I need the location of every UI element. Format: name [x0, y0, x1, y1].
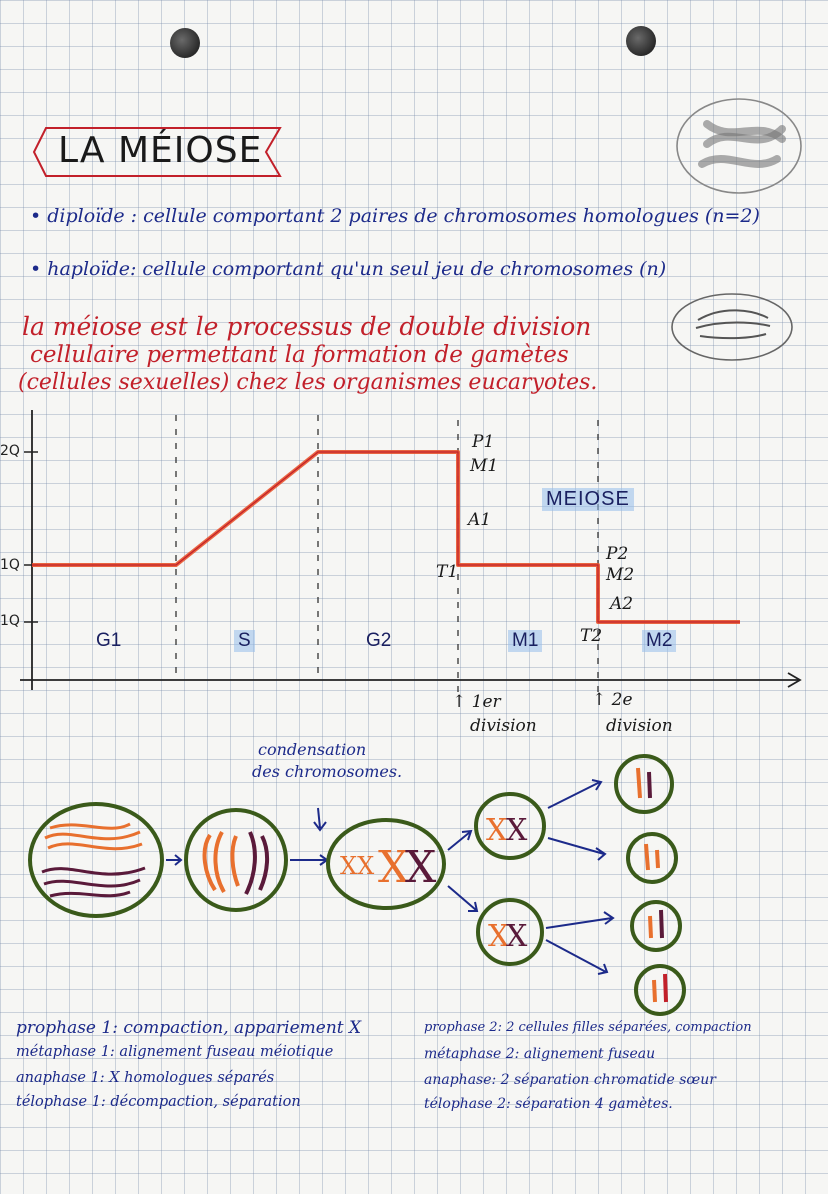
svg-text:X: X — [405, 842, 437, 893]
summary-anaphase-1: anaphase 1: X homologues séparés — [16, 1070, 275, 1086]
svg-text:X: X — [378, 842, 410, 893]
punch-hole-right — [626, 26, 656, 56]
phase-m2: M2 — [642, 630, 676, 652]
phase-s: S — [234, 630, 255, 652]
condensation-label: condensation — [258, 740, 367, 759]
summary-prophase-1: prophase 1: compaction, appariement X — [16, 1018, 362, 1038]
svg-text:X: X — [486, 813, 508, 848]
svg-text:X: X — [506, 813, 528, 848]
meiosis-definition-line-1: la méiose est le processus de double division — [22, 312, 592, 341]
svg-text:XX: XX — [340, 852, 375, 880]
meiose-label: MEIOSE — [542, 488, 634, 511]
phase-g1: G1 — [96, 630, 122, 651]
definition-diploid: • diploïde : cellule comportant 2 paires de chromosomes homologues (n=2) — [30, 205, 760, 227]
summary-prophase-2: prophase 2: 2 cellules filles séparées, compaction — [424, 1020, 752, 1035]
summary-anaphase-2: anaphase: 2 séparation chromatide sœur — [424, 1072, 716, 1088]
page-title: LA MÉIOSE — [58, 130, 263, 171]
svg-text:X: X — [506, 919, 528, 954]
summary-metaphase-1: métaphase 1: alignement fuseau méiotique — [16, 1044, 334, 1060]
event-m1: M1 — [470, 456, 499, 476]
meiosis-definition-line-2: cellulaire permettant la formation de gamètes — [30, 342, 569, 368]
phase-m1: M1 — [508, 630, 542, 652]
event-p2: P2 — [606, 544, 629, 564]
event-a1: A1 — [468, 510, 492, 530]
event-t1: T1 — [436, 562, 459, 582]
meiosis-cell-diagram — [0, 740, 828, 1020]
meiosis-definition-line-3: (cellules sexuelles) chez les organismes eucaryotes. — [18, 370, 598, 395]
event-p1: P1 — [472, 432, 495, 452]
summary-telophase-1: télophase 1: décompaction, séparation — [16, 1094, 301, 1110]
phase-g2: G2 — [366, 630, 392, 651]
dna-quantity-graph — [0, 400, 828, 710]
second-division-arrow: ↑ 2e — [592, 690, 633, 710]
event-a2: A2 — [610, 594, 634, 614]
y-label-1q-lower: 1Q — [0, 613, 20, 629]
event-t2: T2 — [580, 626, 603, 646]
first-division-arrow: ↑ 1er — [452, 692, 501, 712]
y-label-1q: 1Q — [0, 557, 20, 573]
condensation-label-2: des chromosomes. — [252, 762, 403, 781]
summary-telophase-2: télophase 2: séparation 4 gamètes. — [424, 1096, 673, 1112]
event-m2: M2 — [606, 565, 635, 585]
definition-haploid: • haploïde: cellule comportant qu'un seul jeu de chromosomes (n) — [30, 258, 667, 280]
summary-metaphase-2: métaphase 2: alignement fuseau — [424, 1046, 656, 1062]
y-label-2q: 2Q — [0, 443, 20, 459]
second-division-label: division — [606, 716, 673, 736]
punch-hole-left — [170, 28, 200, 58]
chromosome-sketch-mid — [668, 290, 796, 364]
svg-text:X: X — [488, 919, 510, 954]
chromosome-sketch-top — [672, 94, 806, 198]
first-division-label: division — [470, 716, 537, 736]
